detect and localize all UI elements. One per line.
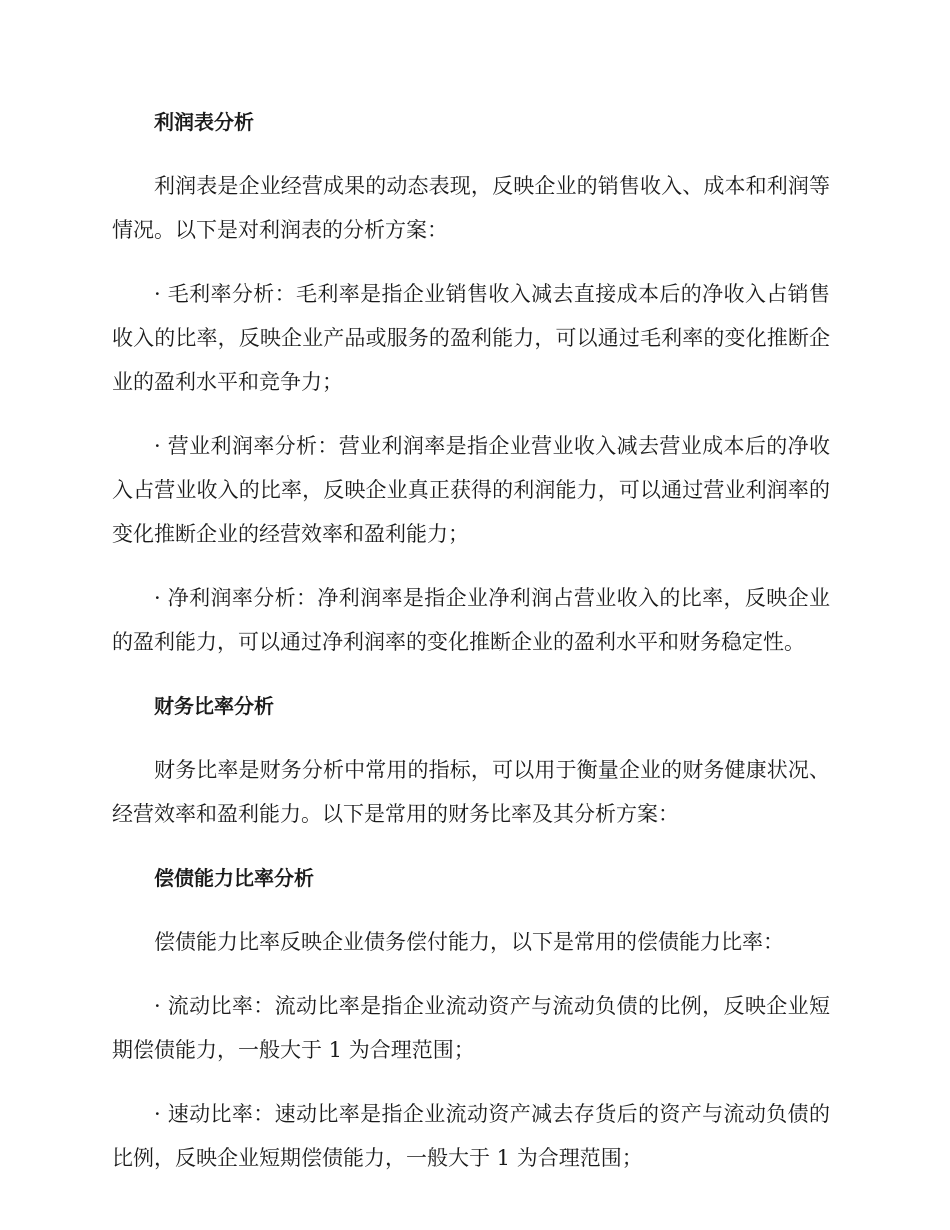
list-item-current-ratio: · 流动比率：流动比率是指企业流动资产与流动负债的比例，反映企业短期偿债能力，一般大于 1 为合理范围； <box>112 994 830 1062</box>
paragraph-income-statement-intro: 利润表是企业经营成果的动态表现，反映企业的销售收入、成本和利润等情况。以下是对利润表的分析方案： <box>112 174 830 242</box>
paragraph-financial-ratios-intro: 财务比率是财务分析中常用的指标，可以用于衡量企业的财务健康状况、经营效率和盈利能力。以下是常用的财务比率及其分析方案： <box>112 758 830 826</box>
paragraph-solvency-intro: 偿债能力比率反映企业债务偿付能力，以下是常用的偿债能力比率： <box>154 930 784 954</box>
section-heading-income-statement: 利润表分析 <box>154 110 254 134</box>
list-item-net-margin: · 净利润率分析：净利润率是指企业净利润占营业收入的比率，反映企业的盈利能力，可以通过净利润率的变化推断企业的盈利水平和财务稳定性。 <box>112 586 830 654</box>
document-page <box>112 100 830 1200</box>
section-heading-solvency: 偿债能力比率分析 <box>154 866 314 890</box>
list-item-operating-margin: · 营业利润率分析：营业利润率是指企业营业收入减去营业成本后的净收入占营业收入的比率，反映企业真正获得的利润能力，可以通过营业利润率的变化推断企业的经营效率和盈利能力； <box>112 434 830 546</box>
list-item-quick-ratio: · 速动比率：速动比率是指企业流动资产减去存货后的资产与流动负债的比例，反映企业短期偿债能力，一般大于 1 为合理范围； <box>112 1102 830 1170</box>
list-item-gross-margin: · 毛利率分析：毛利率是指企业销售收入减去直接成本后的净收入占销售收入的比率，反映企业产品或服务的盈利能力，可以通过毛利率的变化推断企业的盈利水平和竞争力； <box>112 282 830 394</box>
section-heading-financial-ratios: 财务比率分析 <box>154 694 274 718</box>
